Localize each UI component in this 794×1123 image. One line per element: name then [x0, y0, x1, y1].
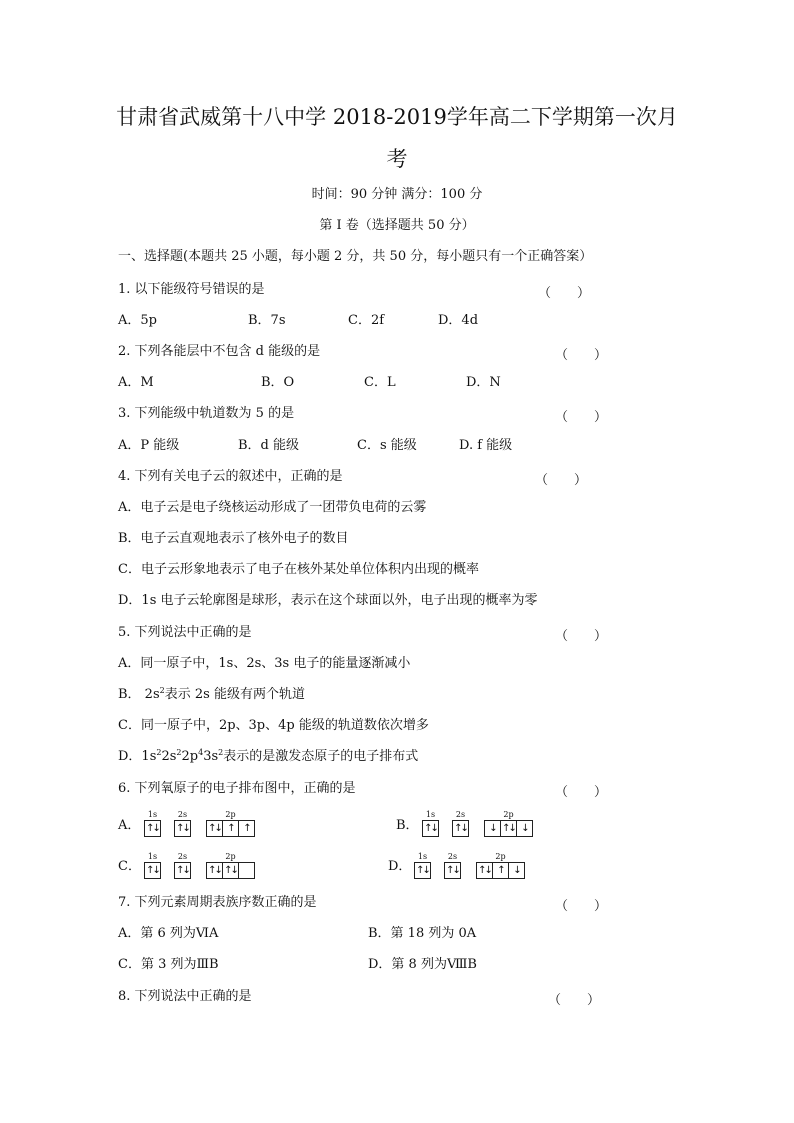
orbital-box: ↓	[521, 823, 528, 834]
orbital-boxes	[484, 820, 533, 837]
orbital-boxes	[452, 820, 469, 837]
orbital-box: ↑↓	[446, 865, 459, 876]
orbital-box: ↑↓	[176, 865, 189, 876]
q5-answer-blank: （ ）	[555, 629, 608, 644]
orbital-box: ↑	[493, 863, 509, 878]
orbital-box	[239, 863, 254, 878]
section-heading: 一、选择题(本题共 25 小题，每小题 2 分，共 50 分，每小题只有一个正确答案）	[118, 249, 593, 264]
q5-d-part: 表示的是激发态原子的电子排布式	[223, 749, 419, 764]
q2-option-b: B．O	[261, 375, 295, 390]
q6-option-c: C．	[118, 859, 141, 874]
orbital-box: ↑↓	[207, 863, 223, 878]
q5-d-part: 2s	[161, 749, 177, 764]
volume-heading: 第 I 卷（选择题共 50 分）	[319, 218, 475, 233]
orbital-label: 2p	[225, 810, 236, 819]
orbital-box: ↑↓	[501, 821, 517, 836]
q5-b-post: 表示 2s 能级有两个轨道	[164, 687, 305, 702]
q7-option-a: A．第 6 列为ⅥA	[118, 926, 219, 941]
q1-option-b: B．7s	[248, 313, 286, 328]
q5-option-b	[118, 687, 305, 703]
q6-option-b: B．	[396, 818, 419, 833]
orbital-label: 2p	[495, 852, 506, 861]
orbital-box: ↑	[243, 823, 250, 834]
orbital-boxes	[414, 862, 431, 879]
orbital-label: 1s	[147, 810, 158, 819]
orbital-label: 1s	[417, 852, 428, 861]
q8-stem: 8. 下列说法中正确的是	[118, 989, 252, 1004]
q4-option-c: C．电子云形象地表示了电子在核外某处单位体积内出现的概率	[118, 562, 479, 577]
q5-b-pre: B． 2s	[118, 687, 160, 702]
orbital-box: ↑↓	[146, 823, 159, 834]
orbital-boxes	[422, 820, 439, 837]
q3-option-d: D. f 能级	[459, 438, 513, 453]
orbital-label: 2p	[225, 852, 236, 861]
q5-option-c: C．同一原子中，2p、3p、4p 能级的轨道数依次增多	[118, 718, 429, 733]
q5-d-sup: 2	[156, 748, 162, 757]
q1-option-c: C．2f	[348, 313, 385, 328]
q4-option-a: A．电子云是电子绕核运动形成了一团带负电荷的云雾	[118, 500, 427, 515]
q7-option-c: C．第 3 列为ⅢB	[118, 957, 219, 972]
orbital-box: ↑↓	[207, 821, 223, 836]
q5-d-part: 3s	[203, 749, 219, 764]
q6-option-d: D．	[388, 859, 412, 874]
q4-stem: 4. 下列有关电子云的叙述中，正确的是	[118, 469, 343, 484]
orbital-label: 2s	[447, 852, 458, 861]
orbital-label: 2p	[503, 810, 514, 819]
q7-option-d: D．第 8 列为ⅧB	[368, 957, 477, 972]
orbital-boxes	[144, 820, 161, 837]
q7-stem: 7. 下列元素周期表族序数正确的是	[118, 895, 317, 910]
q2-option-a: A．M	[118, 375, 154, 390]
orbital-box: ↑↓	[416, 865, 429, 876]
q3-answer-blank: （ ）	[555, 410, 608, 425]
exam-title-line2: 考	[386, 147, 408, 171]
q6-option-a: A．	[118, 818, 141, 833]
q3-stem: 3. 下列能级中轨道数为 5 的是	[118, 406, 295, 421]
orbital-boxes	[174, 820, 191, 837]
q1-answer-blank: （ ）	[538, 286, 591, 301]
q2-stem: 2. 下列各能层中不包含 d 能级的是	[118, 344, 321, 359]
q3-option-a: A．P 能级	[118, 438, 180, 453]
orbital-label: 1s	[147, 852, 158, 861]
orbital-boxes	[444, 862, 461, 879]
q5-d-part: D．1s	[118, 749, 157, 764]
orbital-box: ↑↓	[424, 823, 437, 834]
q1-stem: 1. 以下能级符号错误的是	[118, 282, 265, 297]
orbital-boxes	[476, 862, 525, 879]
q5-d-sup: 4	[198, 748, 204, 757]
q5-option-d	[118, 749, 418, 765]
q5-option-a: A．同一原子中，1s、2s、3s 电子的能量逐渐减小	[118, 656, 411, 671]
q6-answer-blank: （ ）	[555, 785, 608, 800]
q6-stem: 6. 下列氧原子的电子排布图中，正确的是	[118, 781, 356, 796]
q4-option-d: D．1s 电子云轮廓图是球形，表示在这个球面以外，电子出现的概率为零	[118, 593, 538, 608]
orbital-label: 2s	[177, 852, 188, 861]
orbital-box: ↑↓	[477, 863, 493, 878]
q5-d-sup: 2	[176, 748, 182, 757]
q7-answer-blank: （ ）	[555, 899, 608, 914]
orbital-box: ↑↓	[223, 863, 239, 878]
q5-d-sup: 2	[218, 748, 224, 757]
q8-answer-blank: （ ）	[548, 993, 601, 1008]
orbital-box: ↓	[485, 821, 501, 836]
orbital-box: ↑↓	[176, 823, 189, 834]
orbital-box: ↓	[513, 865, 520, 876]
orbital-boxes	[206, 862, 255, 879]
q3-option-b: B．d 能级	[238, 438, 300, 453]
orbital-label: 1s	[425, 810, 436, 819]
q3-option-c: C．s 能级	[357, 438, 417, 453]
q4-option-b: B．电子云直观地表示了核外电子的数目	[118, 531, 349, 546]
q2-option-c: C．L	[364, 375, 396, 390]
q4-answer-blank: （ ）	[535, 473, 588, 488]
orbital-label: 2s	[455, 810, 466, 819]
exam-title-line1: 甘肃省武威第十八中学 2018-2019学年高二下学期第一次月	[116, 105, 678, 129]
q2-answer-blank: （ ）	[555, 348, 608, 363]
orbital-box: ↑↓	[454, 823, 467, 834]
q1-option-d: D．4d	[438, 313, 479, 328]
orbital-boxes	[144, 862, 161, 879]
q5-stem: 5. 下列说法中正确的是	[118, 625, 252, 640]
q5-d-part: 2p	[181, 749, 199, 764]
orbital-box: ↑↓	[146, 865, 159, 876]
q2-option-d: D．N	[466, 375, 501, 390]
time-score-line: 时间：90 分钟 满分：100 分	[311, 187, 483, 202]
q1-option-a: A．5p	[118, 313, 157, 328]
orbital-box: ↑	[223, 821, 239, 836]
orbital-label: 2s	[177, 810, 188, 819]
q7-option-b: B．第 18 列为 0A	[368, 926, 477, 941]
orbital-boxes	[174, 862, 191, 879]
q5-b-sup: 2	[159, 686, 165, 695]
orbital-boxes	[206, 820, 255, 837]
